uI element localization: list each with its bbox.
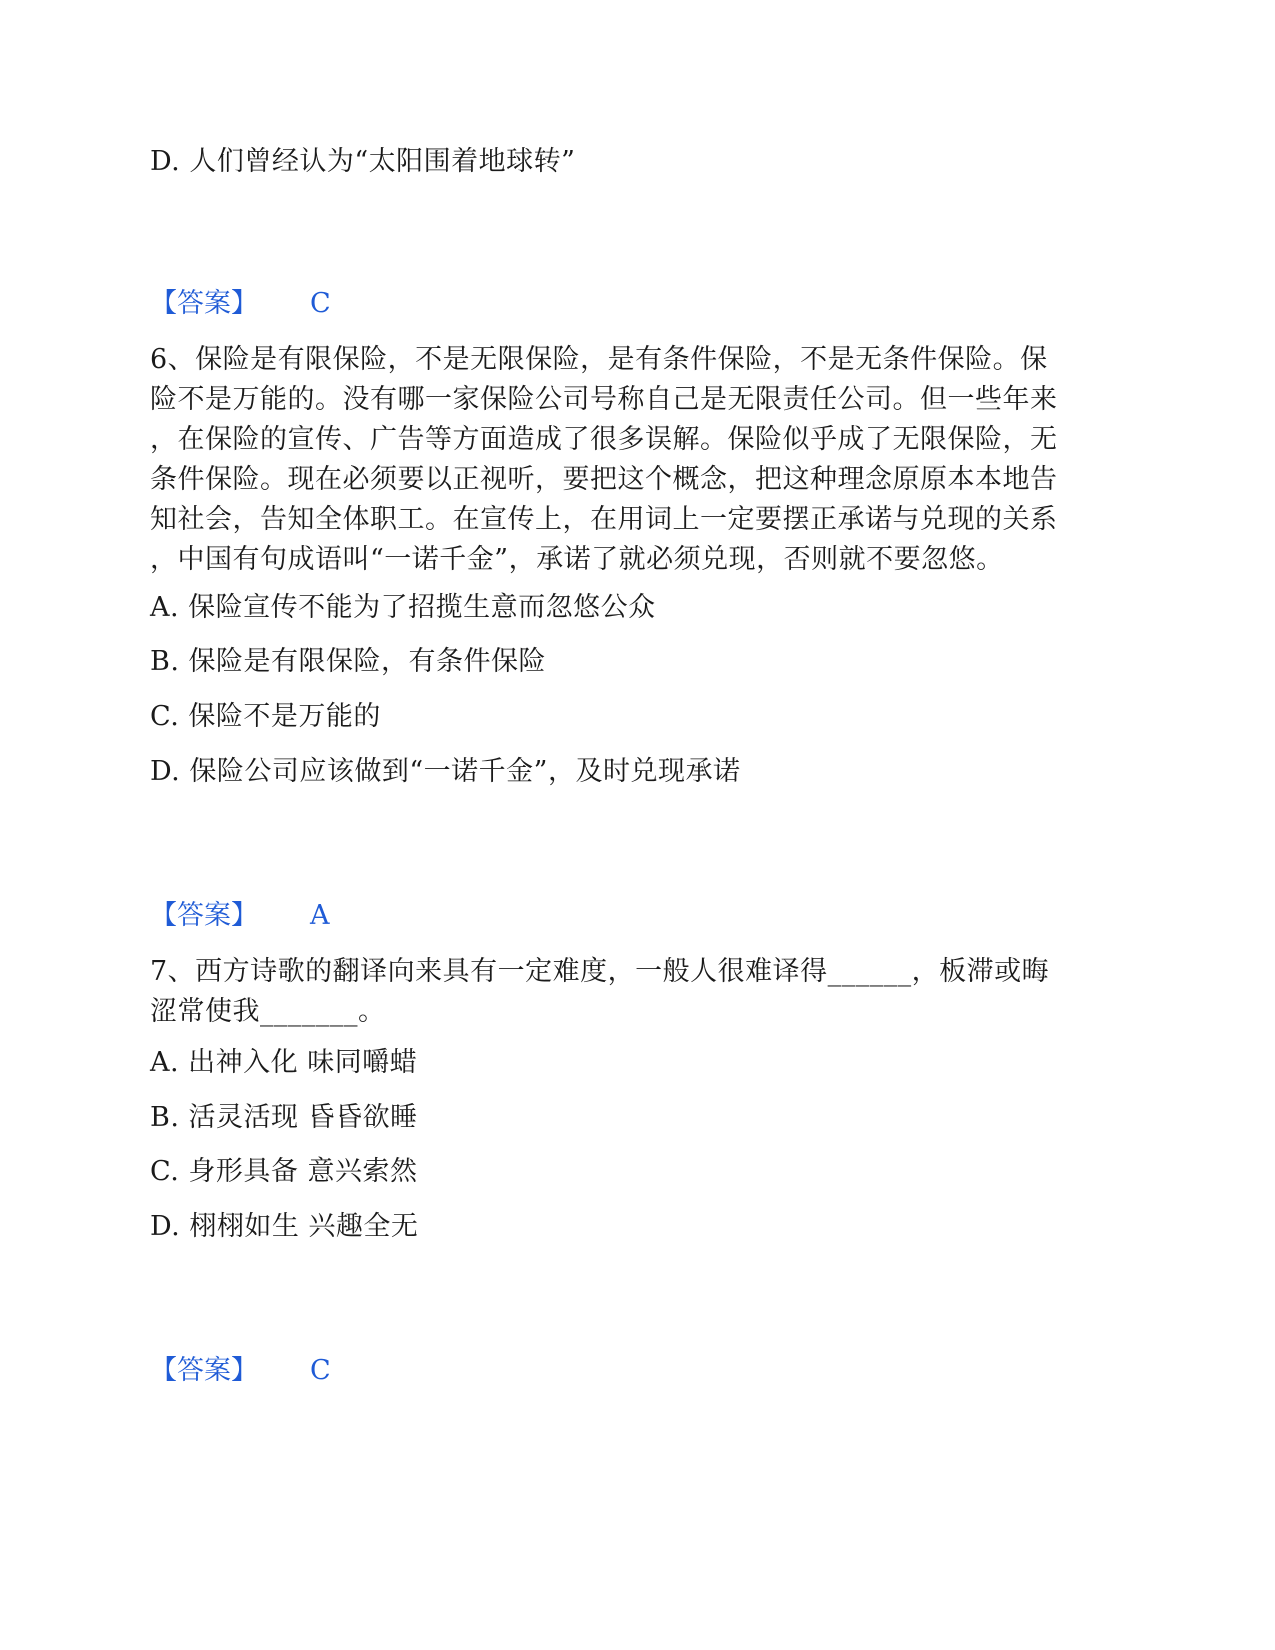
q7-stem: 7、西方诗歌的翻译向来具有一定难度，一般人很难译得______，板滞或晦 涩常使我_______。 — [150, 956, 1050, 1027]
q5-answer-label: 【答案】 — [150, 288, 258, 319]
q6-option-a: A. 保险宣传不能为了招揽生意而忽悠公众 — [150, 592, 656, 623]
q6-option-d: D. 保险公司应该做到“一诺千金”，及时兑现承诺 — [150, 756, 741, 787]
q6-answer-value: A — [310, 900, 330, 931]
q6-answer — [150, 896, 330, 936]
q6-stem: 6、保险是有限保险，不是无限保险，是有条件保险，不是无条件保险。保 险不是万能的。没有哪一家保险公司号称自己是无限责任公司。但一些年来 ，在保险的宣传、广告等方面造成了很多误解。保险似乎成了无限保险，无 条件保险。现在必须要以正视听，要把这个概念，把这种理念原原本本地告 知社会，告知全体职工。在宣传上，在用词上一定要摆正承诺与兑现的关系 ，中国有句成语叫“一诺千金”，承诺了就必须兑现，否则就不要忽悠。 — [150, 344, 1058, 575]
q7-option-d: D. 栩栩如生 兴趣全无 — [150, 1211, 419, 1242]
q5-option-d: D. 人们曾经认为“太阳围着地球转” — [150, 146, 576, 177]
q5-answer — [150, 284, 331, 324]
q6-option-b: B. 保险是有限保险，有条件保险 — [150, 646, 547, 677]
q6-answer-label: 【答案】 — [150, 900, 258, 931]
q5-answer-value: C — [310, 288, 331, 319]
q7-option-c: C. 身形具备 意兴索然 — [150, 1156, 418, 1187]
q7-answer — [150, 1351, 331, 1391]
q6-option-c: C. 保险不是万能的 — [150, 701, 381, 732]
q7-answer-value: C — [310, 1355, 331, 1386]
q7-option-b: B. 活灵活现 昏昏欲睡 — [150, 1102, 418, 1133]
q7-option-a: A. 出神入化 味同嚼蜡 — [150, 1047, 418, 1078]
q7-answer-label: 【答案】 — [150, 1355, 258, 1386]
